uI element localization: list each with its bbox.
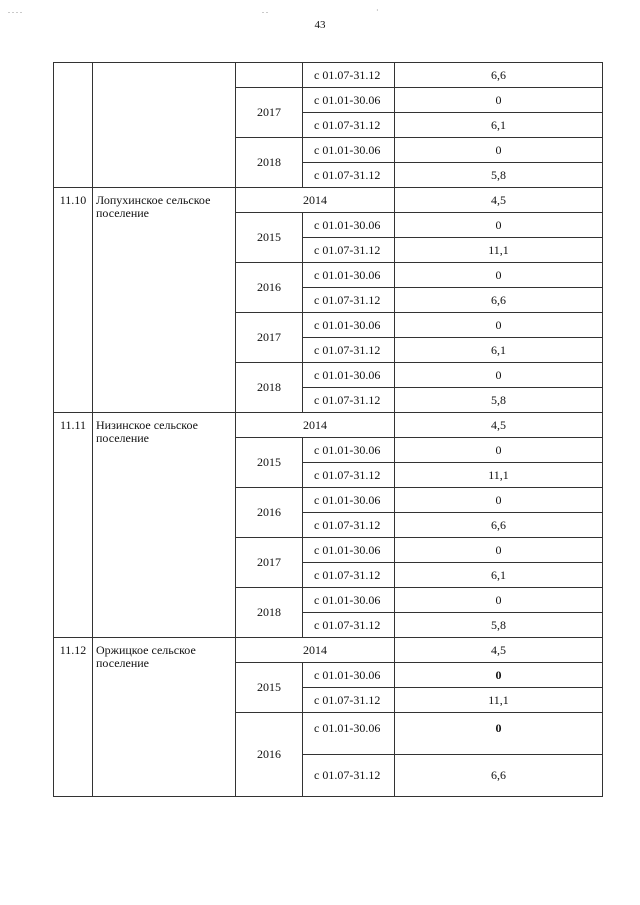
period-cell: с 01.07-31.12 — [303, 755, 395, 797]
year-cell: 2015 — [236, 213, 303, 263]
value-cell: 5,8 — [395, 388, 603, 413]
period-cell: с 01.01-30.06 — [303, 363, 395, 388]
section-number: 11.12 — [54, 638, 93, 797]
value-cell: 5,8 — [395, 163, 603, 188]
section-number: 11.10 — [54, 188, 93, 413]
settlement-name: Оржицкое сельское поселение — [93, 638, 236, 797]
number-cell — [54, 63, 93, 188]
value-cell: 0 — [395, 713, 603, 755]
value-cell: 6,6 — [395, 755, 603, 797]
value-cell: 0 — [395, 588, 603, 613]
period-cell: с 01.01-30.06 — [303, 88, 395, 113]
period-cell: с 01.01-30.06 — [303, 713, 395, 755]
year-cell: 2017 — [236, 313, 303, 363]
period-cell: с 01.01-30.06 — [303, 213, 395, 238]
period-cell: с 01.01-30.06 — [303, 488, 395, 513]
period-cell: с 01.07-31.12 — [303, 113, 395, 138]
table-row — [54, 638, 603, 663]
value-cell: 6,1 — [395, 338, 603, 363]
period-cell: с 01.01-30.06 — [303, 663, 395, 688]
period-cell: с 01.07-31.12 — [303, 563, 395, 588]
year-cell — [236, 63, 303, 88]
value-cell: 6,1 — [395, 113, 603, 138]
period-cell: с 01.07-31.12 — [303, 338, 395, 363]
period-cell: с 01.07-31.12 — [303, 388, 395, 413]
year-cell: 2018 — [236, 138, 303, 188]
value-cell: 11,1 — [395, 688, 603, 713]
scan-speck: . . — [262, 6, 268, 15]
table-row — [54, 188, 603, 213]
period-cell: с 01.01-30.06 — [303, 438, 395, 463]
settlement-name: Лопухинское сельское поселение — [93, 188, 236, 413]
period-cell: с 01.07-31.12 — [303, 288, 395, 313]
value-cell: 0 — [395, 663, 603, 688]
period-cell: с 01.01-30.06 — [303, 538, 395, 563]
scan-speck: . . . . — [8, 6, 22, 15]
year-cell: 2014 — [236, 188, 395, 213]
table-row — [54, 413, 603, 438]
value-cell: 6,6 — [395, 288, 603, 313]
period-cell: с 01.07-31.12 — [303, 613, 395, 638]
year-cell: 2014 — [236, 638, 395, 663]
value-cell: 0 — [395, 438, 603, 463]
table-row — [54, 63, 603, 88]
value-cell: 6,6 — [395, 63, 603, 88]
year-cell: 2017 — [236, 88, 303, 138]
period-cell: с 01.01-30.06 — [303, 313, 395, 338]
value-cell: 5,8 — [395, 613, 603, 638]
year-cell: 2015 — [236, 663, 303, 713]
value-cell: 0 — [395, 538, 603, 563]
period-cell: с 01.07-31.12 — [303, 688, 395, 713]
value-cell: 6,6 — [395, 513, 603, 538]
value-cell: 4,5 — [395, 413, 603, 438]
settlement-name-cell — [93, 63, 236, 188]
scan-speck: · — [376, 6, 379, 15]
value-cell: 0 — [395, 363, 603, 388]
period-cell: с 01.07-31.12 — [303, 63, 395, 88]
period-cell: с 01.07-31.12 — [303, 163, 395, 188]
year-cell: 2016 — [236, 713, 303, 797]
tariff-table — [53, 62, 603, 797]
year-cell: 2015 — [236, 438, 303, 488]
page-number: 43 — [314, 19, 326, 31]
year-cell: 2018 — [236, 363, 303, 413]
period-cell: с 01.07-31.12 — [303, 513, 395, 538]
value-cell: 0 — [395, 138, 603, 163]
year-cell: 2017 — [236, 538, 303, 588]
period-cell: с 01.01-30.06 — [303, 588, 395, 613]
year-cell: 2014 — [236, 413, 395, 438]
period-cell: с 01.07-31.12 — [303, 238, 395, 263]
year-cell: 2018 — [236, 588, 303, 638]
period-cell: с 01.07-31.12 — [303, 463, 395, 488]
value-cell: 0 — [395, 213, 603, 238]
value-cell: 4,5 — [395, 188, 603, 213]
value-cell: 0 — [395, 88, 603, 113]
value-cell: 0 — [395, 313, 603, 338]
value-cell: 11,1 — [395, 238, 603, 263]
value-cell: 6,1 — [395, 563, 603, 588]
value-cell: 11,1 — [395, 463, 603, 488]
value-cell: 4,5 — [395, 638, 603, 663]
period-cell: с 01.01-30.06 — [303, 138, 395, 163]
year-cell: 2016 — [236, 263, 303, 313]
value-cell: 0 — [395, 488, 603, 513]
settlement-name: Низинское сельское поселение — [93, 413, 236, 638]
value-cell: 0 — [395, 263, 603, 288]
section-number: 11.11 — [54, 413, 93, 638]
year-cell: 2016 — [236, 488, 303, 538]
period-cell: с 01.01-30.06 — [303, 263, 395, 288]
